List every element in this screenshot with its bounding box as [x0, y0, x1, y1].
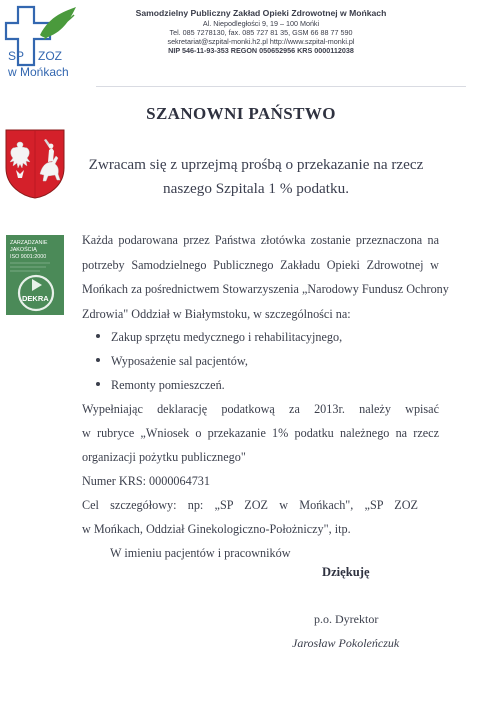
- logo-zoz-text: ZOZ: [38, 49, 62, 63]
- coat-of-arms-icon: [4, 128, 66, 200]
- iso-line3: ISO 9001:2000: [10, 254, 47, 260]
- iso-brand: DEKRA: [22, 294, 49, 303]
- hospital-logo-icon: [4, 5, 80, 87]
- page-title: SZANOWNI PAŃSTWO: [146, 104, 336, 123]
- purpose-list: [96, 330, 342, 402]
- logo-sp-text: SP: [8, 49, 25, 63]
- request-line-2: naszego Szpitala 1 % podatku.: [163, 180, 349, 197]
- address-line: Al. Niepodległości 9, 19 – 100 Mońki: [202, 19, 320, 28]
- signatory-name: Jarosław Pokoleńczuk: [292, 636, 400, 650]
- paragraph-line: potrzeby Samodzielnego Publicznego Zakładu Opieki Zdrowotnej w: [82, 257, 439, 272]
- declaration-line-1: Wypełniając deklarację podatkową za 2013r. należy wpisać: [82, 402, 439, 416]
- goal-line-1: Cel szczegółowy: np: „SP ZOZ w Mońkach", „SP ZOZ: [82, 498, 418, 512]
- list-item: [96, 378, 342, 402]
- paragraph-line: Zdrowia" Oddział w Białymstoku, w szczególności na:: [82, 306, 351, 321]
- paragraph-donation: [82, 233, 449, 331]
- krs-number: Numer KRS: 0000064731: [82, 474, 210, 488]
- declaration-line-3: organizacji pożytku publicznego": [82, 450, 246, 464]
- phone-line: Tel. 085 7278130, fax. 085 727 81 35, GSM 66 88 77 590: [169, 28, 353, 37]
- logo-town-text: w Mońkach: [8, 65, 69, 79]
- iso-certificate-badge-icon: [6, 235, 64, 315]
- bullet-icon: [96, 382, 100, 386]
- signatory-role: p.o. Dyrektor: [314, 612, 379, 626]
- list-item-text: Zakup sprzętu medycznego i rehabilitacyjnego,: [111, 330, 343, 344]
- bullet-icon: [96, 334, 100, 338]
- list-item-text: Wyposażenie sal pacjentów,: [111, 354, 248, 368]
- contact-line: sekretariat@szpital-monki.h2.pl http://www.szpital-monki.pl: [167, 37, 355, 46]
- iso-line1: ZARZĄDZANIE: [10, 240, 48, 246]
- registration-ids: NIP 546-11-93-353 REGON 050652956 KRS 0000112038: [168, 46, 354, 55]
- bullet-icon: [96, 358, 100, 362]
- letterhead: [96, 8, 426, 55]
- list-item-text: Remonty pomieszczeń.: [111, 378, 225, 392]
- thanks-text: Dziękuję: [322, 565, 370, 579]
- institution-name: Samodzielny Publiczny Zakład Opieki Zdrowotnej w Mońkach: [135, 8, 387, 18]
- request-text: [86, 153, 426, 201]
- paragraph-line: Mońkach za pośrednictwem Stowarzyszenia „Narodowy Fundusz Ochrony: [82, 282, 449, 296]
- header-divider: [96, 86, 466, 87]
- list-item: [96, 330, 342, 354]
- request-line-1: Zwracam się z uprzejmą prośbą o przekazanie na rzecz: [88, 156, 424, 173]
- iso-line2: JAKOŚCIĄ: [10, 247, 37, 253]
- behalf-line: W imieniu pacjentów i pracowników: [110, 546, 291, 560]
- goal-line-2: w Mońkach, Oddział Ginekologiczno-Położniczy", itp.: [82, 522, 351, 536]
- declaration-line-2: w rubryce „Wniosek o przekazanie 1% podatku należnego na rzecz: [82, 426, 439, 440]
- paragraph-line: Każda podarowana przez Państwa złotówka zostanie przeznaczona na: [82, 233, 439, 247]
- list-item: [96, 354, 342, 378]
